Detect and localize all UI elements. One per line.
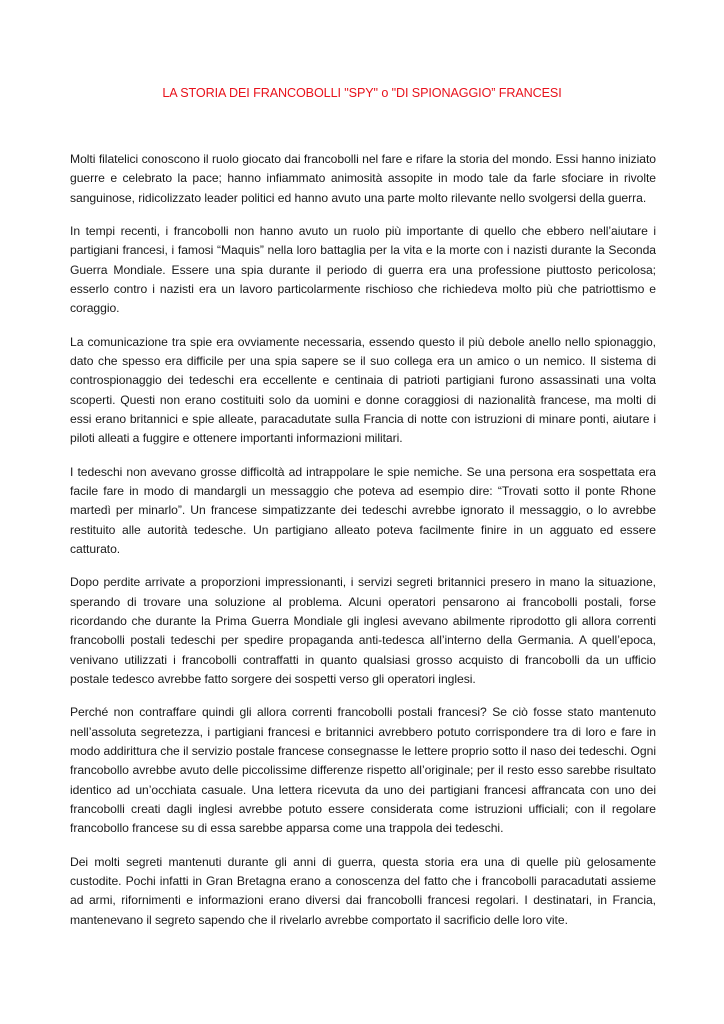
paragraph-6: Perché non contraffare quindi gli allora correnti francobolli postali francesi? Se ciò fosse stato mantenuto nell’assoluta segretezza, i partigiani francesi e britannici avrebbero potuto corrispondere tra di loro e fare in modo addirittura che il servizio postale francese consegnasse le lettere proprio sotto il naso dei tedeschi. Ogni francobollo avrebbe avuto delle piccolissime differenze rispetto all’originale; per il resto esso sarebbe risultato identico ad un’occhiata casuale. Una lettera ricevuta da uno dei partigiani francesi affrancata con uno dei francobolli creati dagli inglesi avrebbe potuto essere considerata come istruzioni ufficiali; con il regolare francobollo francese su di essa sarebbe apparsa come una trappola dei tedeschi. [70,705,656,836]
paragraph-2: In tempi recenti, i francobolli non hanno avuto un ruolo più importante di quello che ebbero nell’aiutare i partigiani francesi, i famosi “Maquis” nella loro battaglia per la vita e la morte con i nazisti durante la Seconda Guerra Mondiale. Essere una spia durante il periodo di guerra era una professione piuttosto pericolosa; esserlo contro i nazisti era un lavoro particolarmente rischioso che richiedeva molto più che patriottismo e coraggio. [70,224,656,316]
document-title: LA STORIA DEI FRANCOBOLLI "SPY" o "DI SPIONAGGIO” FRANCESI [162,86,562,100]
paragraph-3: La comunicazione tra spie era ovviamente necessaria, essendo questo il più debole anello nello spionaggio, dato che spesso era difficile per una spia sapere se il suo collega era un amico o un nemico. Il sistema di controspionaggio dei tedeschi era eccellente e centinaia di patrioti partigiani furono assassinati una volta scoperti. Questi non erano costituiti solo da uomini e donne coraggiosi di nazionalità francese, ma molti di essi erano britannici e spie alleate, paracadutate sulla Francia di notte con istruzioni di minare ponti, aiutare i piloti alleati a fuggire e ottenere importanti informazioni militari. [70,334,656,446]
paragraph-5: Dopo perdite arrivate a proporzioni impressionanti, i servizi segreti britannici presero in mano la situazione, sperando di trovare una soluzione al problema. Alcuni operatori pensarono ai francobolli postali, forse ricordando che durante la Prima Guerra Mondiale gli inglesi avevano abilmente riprodotto gli allora correnti francobolli postali tedeschi per spedire propaganda anti-tedesca all’interno della Germania. A quell’epoca, venivano utilizzati i francobolli contraffatti in quanto qualsiasi grosso acquisto di francobolli da un ufficio postale tedesco avrebbe fatto sorgere dei sospetti verso gli operatori inglesi. [70,575,656,686]
paragraph-4: I tedeschi non avevano grosse difficoltà ad intrappolare le spie nemiche. Se una persona era sospettata era facile fare in modo di mandargli un messaggio che poteva ad esempio dire: “Trovati sotto il ponte Rhone martedì per minarlo”. Un francese simpatizzante dei tedeschi avrebbe ignorato il messaggio, o lo avrebbe restituito alle autorità tedesche. Un partigiano alleato poteva facilmente finire in un agguato ed essere catturato. [70,464,656,556]
document-body [70,150,656,944]
paragraph-1: Molti filatelici conoscono il ruolo giocato dai francobolli nel fare e rifare la storia del mondo. Essi hanno iniziato guerre e celebrato la pace; hanno infiammato animosità assopite in modo tale da farle sfociare in rivolte sanguinose, ridicolizzato leader politici ed hanno avuto una parte molto rilevante nello svolgersi della guerra. [70,152,656,205]
paragraph-7: Dei molti segreti mantenuti durante gli anni di guerra, questa storia era una di quelle più gelosamente custodite. Pochi infatti in Gran Bretagna erano a conoscenza del fatto che i francobolli paracadutati assieme ad armi, rifornimenti e informazioni erano diversi dai francobolli francesi regolari. I destinatari, in Francia, mantenevano il segreto sapendo che il rivelarlo avrebbe comportato il sacrificio delle loro vite. [70,854,656,927]
